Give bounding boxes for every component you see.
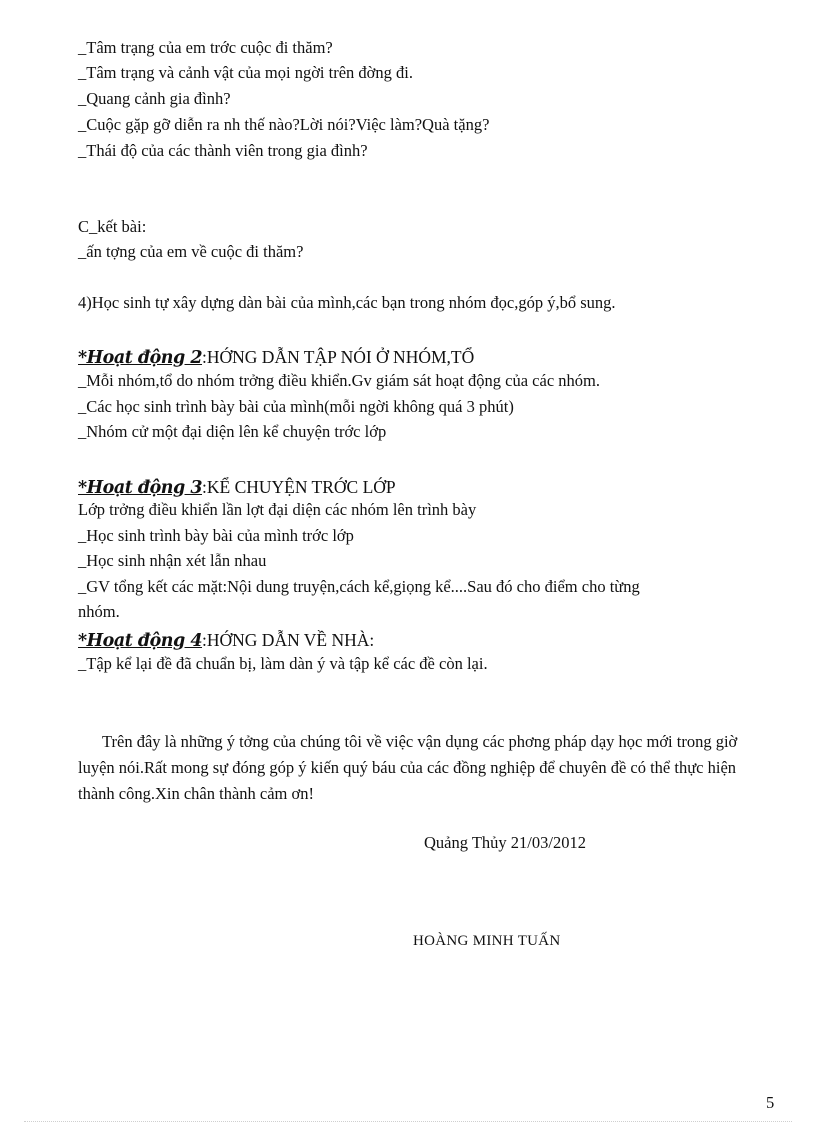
activity-3-label: *Hoạt động 3 — [78, 478, 203, 498]
signature-date: Quảng Thủy 21/03/2012 — [424, 833, 586, 852]
signature-name: HOÀNG MINH TUẤN — [413, 933, 561, 949]
activity-3-heading — [78, 476, 396, 499]
activity-4-heading — [78, 629, 374, 652]
activity-2-heading — [78, 346, 474, 369]
body-line-3: _Quang cảnh gia đình? — [78, 89, 231, 108]
activity-2-line-1: _Mỗi nhóm,tổ do nhóm trởng điều khiển.Gv giám sát hoạt động của các nhóm. — [78, 371, 600, 390]
activity-3-line-5: nhóm. — [78, 602, 120, 621]
closing-paragraph: Trên đây là những ý tởng của chúng tôi về việc vận dụng các phơng pháp dạy học mới trong giờ luyện nói.Rất mong sự đóng góp ý kiến quý báu của các đồng nghiệp để chuyên đề có thể thực hiện thành công.Xin chân thành cảm ơn! — [78, 732, 738, 803]
ketbai-line: _ấn tợng của em về cuộc đi thăm? — [78, 242, 304, 261]
activity-4-title: :HỚNG DẪN VỀ NHÀ: — [202, 630, 375, 650]
ketbai-title: C_kết bài: — [78, 217, 147, 236]
activity-3-line-1: Lớp trởng điều khiển lần lợt đại diện các nhóm lên trình bày — [78, 500, 477, 519]
activity-3-title: :KỂ CHUYỆN TRỚC LỚP — [202, 477, 396, 497]
body-line-1: _Tâm trạng của em trớc cuộc đi thăm? — [78, 38, 333, 57]
activity-3-line-2: _Học sinh trình bày bài của mình trớc lớp — [78, 526, 354, 545]
activity-2-line-3: _Nhóm cử một đại diện lên kể chuyện trớc lớp — [78, 422, 387, 441]
page-number: 5 — [766, 1093, 775, 1112]
activity-4-line-1: _Tập kể lại đề đã chuẩn bị, làm dàn ý và tập kể các đề còn lại. — [78, 654, 488, 673]
activity-3-line-3: _Học sinh nhận xét lẫn nhau — [78, 551, 267, 570]
activity-2-label: *Hoạt động 2 — [78, 348, 203, 368]
activity-4-label: *Hoạt động 4 — [78, 631, 203, 651]
step-4-line: 4)Học sinh tự xây dựng dàn bài của mình,các bạn trong nhóm đọc,góp ý,bổ sung. — [78, 293, 616, 312]
activity-2-title: :HỚNG DẪN TẬP NÓI Ở NHÓM,TỔ — [202, 347, 475, 367]
body-line-4: _Cuộc gặp gỡ diễn ra nh thế nào?Lời nói?Việc làm?Quà tặng? — [78, 115, 490, 134]
body-line-5: _Thái độ của các thành viên trong gia đình? — [78, 141, 368, 160]
body-line-2: _Tâm trạng và cảnh vật của mọi ngời trên đờng đi. — [78, 63, 413, 82]
activity-3-line-4: _GV tổng kết các mặt:Nội dung truyện,cách kể,giọng kể....Sau đó cho điểm cho từng — [78, 577, 640, 596]
footer-divider — [24, 1121, 792, 1122]
activity-2-line-2: _Các học sinh trình bày bài của mình(mỗi ngời không quá 3 phút) — [78, 397, 514, 416]
